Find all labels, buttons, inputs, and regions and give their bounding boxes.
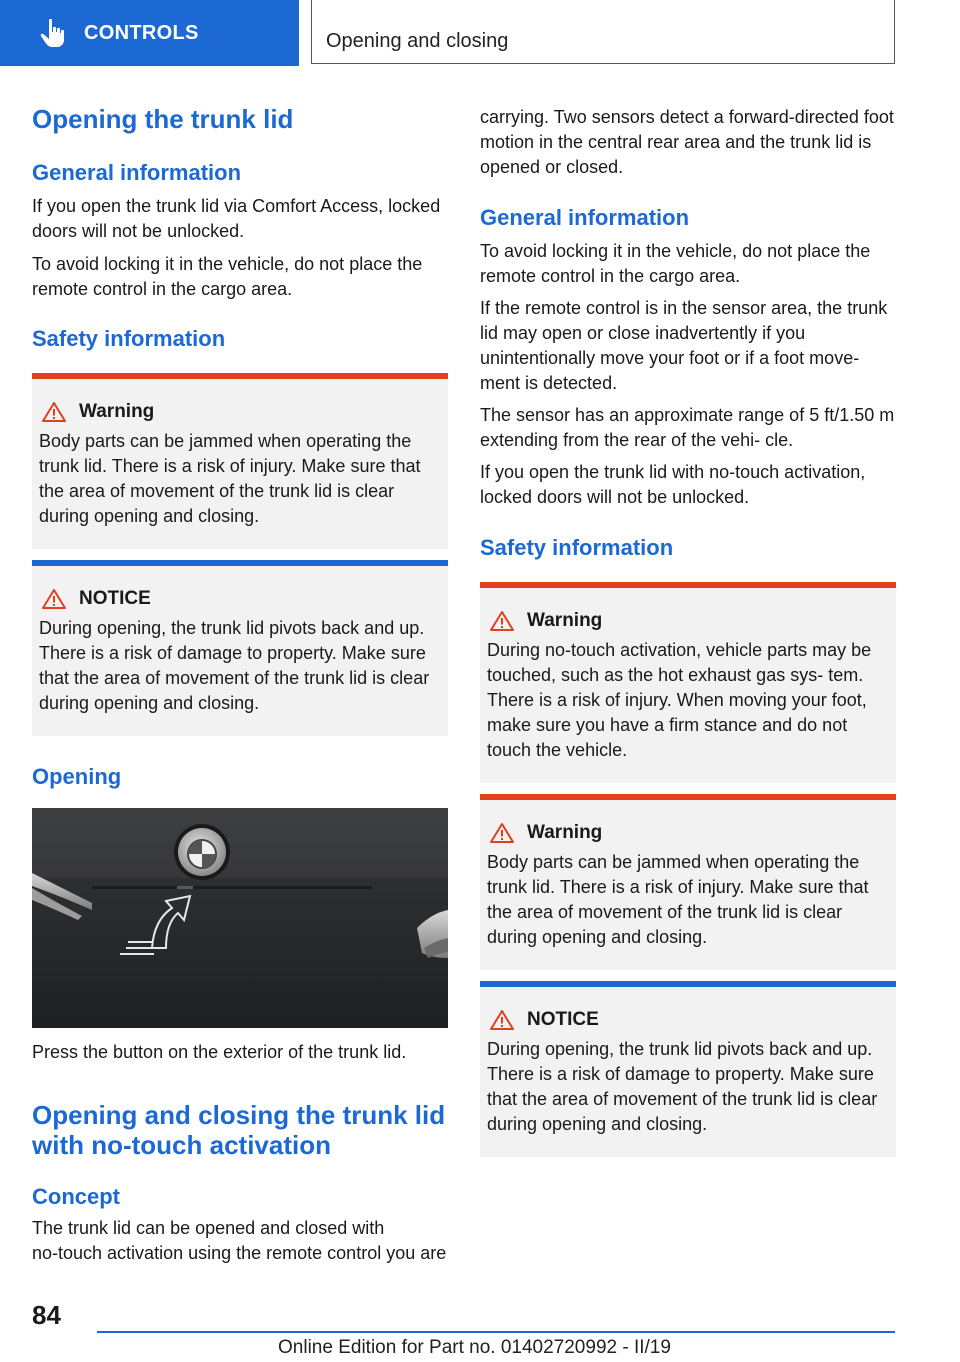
subheading-safety-information: Safety information: [480, 535, 674, 560]
subheading-general-information: General information: [480, 205, 690, 230]
footer-edition: Online Edition for Part no. 01402720992 - II/19: [278, 1337, 671, 1358]
subheading-general-information: General information: [32, 160, 242, 185]
paragraph: If you open the trunk lid with no‑touch activation, locked doors will not be unlocked.: [480, 462, 866, 507]
paragraph: carrying. Two sensors detect a forward‑directed foot motion in the central rear area and the trunk lid is opened or closed.: [480, 107, 894, 177]
subheading-concept: Concept: [32, 1184, 120, 1209]
image-caption: Press the button on the exterior of the trunk lid.: [32, 1042, 407, 1062]
notice-title: NOTICE: [527, 1009, 599, 1030]
warning-text: Body parts can be jammed when operating the trunk lid. There is a risk of injury. Make sure that the area of movement of the trunk lid is clear during opening and closing.: [39, 431, 421, 526]
warning-title: Warning: [79, 401, 155, 422]
notice-triangle-icon: [489, 1009, 515, 1031]
notice-title: NOTICE: [79, 588, 151, 609]
warning-box: [32, 373, 448, 549]
trunk-button-illustration: [32, 808, 448, 1028]
paragraph: If you open the trunk lid via Comfort Access, locked doors will not be unlocked.: [32, 196, 441, 241]
page-number: 84: [32, 1300, 61, 1330]
hand-pointer-icon: [40, 18, 66, 48]
warning-box: [480, 582, 896, 783]
warning-triangle-icon: [489, 610, 515, 632]
subheading-safety-information: Safety information: [32, 326, 226, 351]
section-tab[interactable]: [0, 0, 299, 66]
warning-text: Body parts can be jammed when operating the trunk lid. There is a risk of injury. Make sure that the area of movement of the trunk lid is clear during opening and closing.: [487, 852, 869, 947]
footer-divider: [97, 1331, 895, 1333]
section-heading-no-touch: Opening and closing the trunk lid with no‑touch activation: [32, 1100, 446, 1160]
section-heading-trunk-lid: Opening the trunk lid: [32, 104, 294, 134]
right-column: [480, 100, 896, 1157]
warning-triangle-icon: [489, 822, 515, 844]
paragraph: If the remote control is in the sensor area, the trunk lid may open or close inadvertently if you unintentionally move your foot or if a foot move‑ ment is detected.: [480, 298, 888, 393]
page-title: Opening and closing: [311, 0, 895, 64]
warning-title: Warning: [527, 610, 603, 631]
warning-triangle-icon: [41, 401, 67, 423]
subheading-opening: Opening: [32, 764, 122, 789]
trunk-lid-image: [32, 808, 448, 1028]
notice-text: During opening, the trunk lid pivots back and up. There is a risk of damage to property. Make sure that the area of movement of the trunk lid is clear during opening and closing.: [487, 1039, 878, 1134]
warning-title: Warning: [527, 822, 603, 843]
section-label: CONTROLS: [84, 21, 199, 44]
paragraph: The sensor has an approximate range of 5 ft/1.50 m extending from the rear of the vehi‑ cle.: [480, 405, 895, 450]
notice-box: [32, 560, 448, 736]
paragraph: To avoid locking it in the vehicle, do not place the remote control in the cargo area.: [480, 241, 871, 286]
notice-box: [480, 981, 896, 1157]
warning-text: During no‑touch activation, vehicle parts may be touched, such as the hot exhaust gas sys‑ tem. There is a risk of injury. When moving your foot, make sure you have a firm stance and do not touch the vehicle.: [487, 640, 872, 760]
paragraph: The trunk lid can be opened and closed with no‑touch activation using the remote control you are: [32, 1218, 447, 1263]
notice-triangle-icon: [41, 588, 67, 610]
warning-box: [480, 794, 896, 970]
paragraph: To avoid locking it in the vehicle, do not place the remote control in the cargo area.: [32, 254, 423, 299]
notice-text: During opening, the trunk lid pivots back and up. There is a risk of damage to property. Make sure that the area of movement of the trunk lid is clear during opening and closing.: [39, 618, 430, 713]
left-column: [32, 98, 448, 1266]
